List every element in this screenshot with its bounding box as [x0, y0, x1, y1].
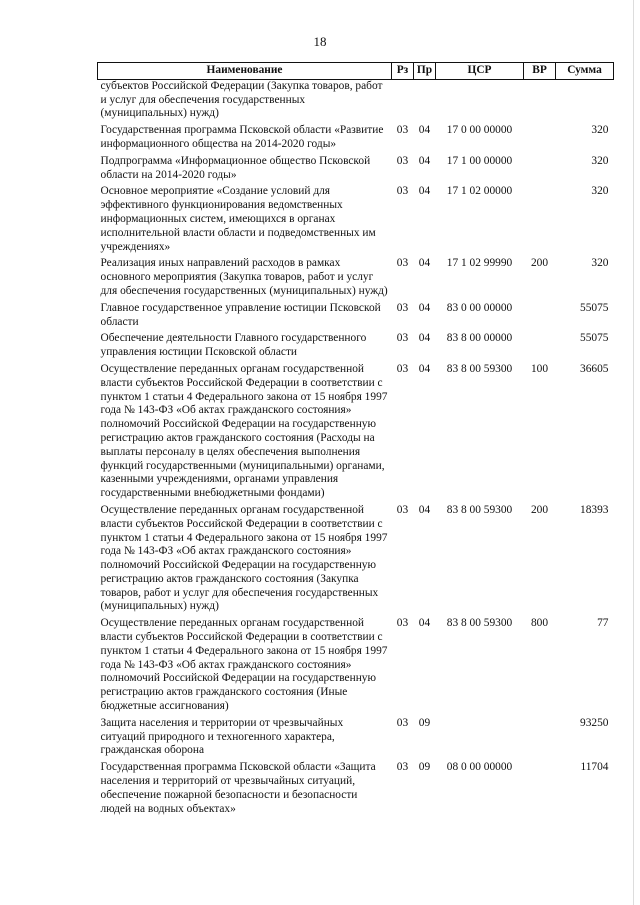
row-pr: 04 — [418, 154, 431, 167]
row-vr: 800 — [530, 617, 549, 630]
row-sum: 320 — [591, 185, 609, 198]
row-pr: 04 — [418, 124, 431, 137]
row-csr — [436, 714, 524, 758]
row-name: Осуществление переданных органам государственной власти субъектов Российской Федерации в соответствии с пунктом 1 статьи 4 Федерального закона от 15 ноября 1997 года № 143-ФЗ «Об актах гражданского состояния» полномочий Российской Федерации на государственную регистрацию актов гражданского состояния (Иные бюджетные ассигнования) — [100, 617, 388, 713]
page-number: 18 — [313, 34, 327, 49]
row-sum: 320 — [591, 257, 609, 270]
row-rz: 03 — [396, 716, 409, 729]
header-pr: Пр — [414, 63, 436, 80]
row-csr — [436, 79, 524, 121]
row-vr — [524, 758, 556, 816]
row-rz: 03 — [396, 503, 409, 516]
row-vr — [524, 714, 556, 758]
row-pr: 04 — [418, 301, 431, 314]
table-row — [98, 501, 614, 614]
row-csr: 08 0 00 00000 — [446, 761, 513, 774]
row-pr: 04 — [418, 257, 431, 270]
table-row — [98, 299, 614, 330]
row-vr — [524, 152, 556, 183]
table-row — [98, 152, 614, 183]
row-name: Реализация иных направлений расходов в рамках основного мероприятия (Закупка товаров, работ и услуг для обеспечения государственных (муниципальных) нужд) — [100, 257, 388, 297]
row-csr: 17 1 02 00000 — [446, 185, 513, 198]
row-name: Защита населения и территории от чрезвычайных ситуаций природного и техногенного характера, гражданская оборона — [100, 716, 344, 757]
row-sum: 55075 — [580, 332, 609, 345]
row-csr: 17 1 02 99990 — [446, 257, 513, 270]
table-row — [98, 79, 614, 121]
row-rz: 03 — [396, 301, 409, 314]
row-sum: 320 — [591, 154, 609, 167]
row-rz: 03 — [396, 257, 409, 270]
row-name: Государственная программа Псковской области «Защита населения и территорий от чрезвычайных ситуаций, обеспечение пожарной безопасности и безопасности людей на водных объектах» — [100, 761, 376, 815]
row-rz: 03 — [396, 185, 409, 198]
row-rz: 03 — [396, 332, 409, 345]
row-csr: 83 8 00 59300 — [446, 617, 513, 630]
row-pr: 04 — [418, 362, 431, 375]
row-rz: 03 — [396, 761, 409, 774]
row-vr — [524, 182, 556, 254]
row-vr — [524, 121, 556, 152]
row-csr: 17 0 00 00000 — [446, 124, 513, 137]
table-row — [98, 614, 614, 714]
row-name: Главное государственное управление юстиции Псковской области — [100, 301, 381, 328]
row-csr: 83 8 00 00000 — [446, 332, 513, 345]
row-vr — [524, 329, 556, 360]
row-vr — [524, 79, 556, 121]
budget-table — [97, 62, 614, 816]
row-name: Обеспечение деятельности Главного государственного управления юстиции Псковской области — [100, 332, 367, 359]
row-rz: 03 — [396, 154, 409, 167]
row-rz: 03 — [396, 124, 409, 137]
row-csr: 83 8 00 59300 — [446, 362, 513, 375]
row-name: Государственная программа Псковской области «Развитие информационного общества на 2014-2020 годы» — [100, 124, 384, 150]
table-row — [98, 121, 614, 152]
row-sum: 77 — [597, 617, 609, 630]
row-pr — [414, 79, 436, 121]
row-sum: 93250 — [580, 716, 609, 729]
row-rz — [392, 79, 414, 121]
header-vr: ВР — [524, 63, 556, 80]
row-pr: 04 — [418, 503, 431, 516]
row-pr: 09 — [418, 761, 431, 774]
table-row — [98, 254, 614, 298]
header-sum: Сумма — [556, 63, 614, 80]
row-vr: 100 — [530, 362, 549, 375]
row-pr: 09 — [418, 716, 431, 729]
row-sum — [556, 79, 614, 121]
row-name: Подпрограмма «Информационное общество Псковской области на 2014-2020 годы» — [100, 154, 371, 181]
row-vr: 200 — [530, 257, 549, 270]
table-row — [98, 360, 614, 501]
header-name: Наименование — [98, 63, 392, 80]
row-rz: 03 — [396, 362, 409, 375]
header-csr: ЦСР — [436, 63, 524, 80]
table-row — [98, 329, 614, 360]
row-sum: 11704 — [580, 761, 609, 774]
row-csr: 83 8 00 59300 — [446, 503, 513, 516]
page-fold-shadow — [633, 0, 634, 905]
table-header-row — [98, 63, 614, 80]
row-sum: 320 — [591, 124, 609, 137]
row-pr: 04 — [418, 185, 431, 198]
row-name: Осуществление переданных органам государственной власти субъектов Российской Федерации в соответствии с пунктом 1 статьи 4 Федерального закона от 15 ноября 1997 года № 143-ФЗ «Об актах гражданского состояния» полномочий Российской Федерации на государственную регистрацию актов гражданского состояния (Закупка товаров, работ и услуг для обеспечения государственных (муниципальных) нужд) — [100, 503, 388, 613]
row-name: субъектов Российской Федерации (Закупка товаров, работ и услуг для обеспечения государственных (муниципальных) нужд) — [100, 79, 383, 120]
row-csr: 17 1 00 00000 — [446, 154, 513, 167]
table-row — [98, 182, 614, 254]
row-name: Основное мероприятие «Создание условий для эффективного функционирования ведомственных информационных систем, имеющихся в органах исполнительной власти области и подведомственных им учреждениях» — [100, 185, 376, 253]
table-row — [98, 758, 614, 816]
table-row — [98, 714, 614, 758]
row-vr: 200 — [530, 503, 549, 516]
row-sum: 55075 — [580, 301, 609, 314]
row-rz: 03 — [396, 617, 409, 630]
row-pr: 04 — [418, 617, 431, 630]
row-pr: 04 — [418, 332, 431, 345]
row-vr — [524, 299, 556, 330]
header-rz: Рз — [392, 63, 414, 80]
row-sum: 36605 — [580, 362, 609, 375]
row-name: Осуществление переданных органам государственной власти субъектов Российской Федерации в соответствии с пунктом 1 статьи 4 Федерального закона от 15 ноября 1997 года № 143-ФЗ «Об актах гражданского состояния» полномочий Российской Федерации на государственную регистрацию актов гражданского состояния (Расходы на выплаты персоналу в целях обеспечения выполнения функций государственными (муниципальными) органами, казенными учреждениями, органами управления государственными внебюджетными фондами) — [100, 362, 388, 500]
row-sum: 18393 — [580, 503, 609, 516]
row-csr: 83 0 00 00000 — [446, 301, 513, 314]
